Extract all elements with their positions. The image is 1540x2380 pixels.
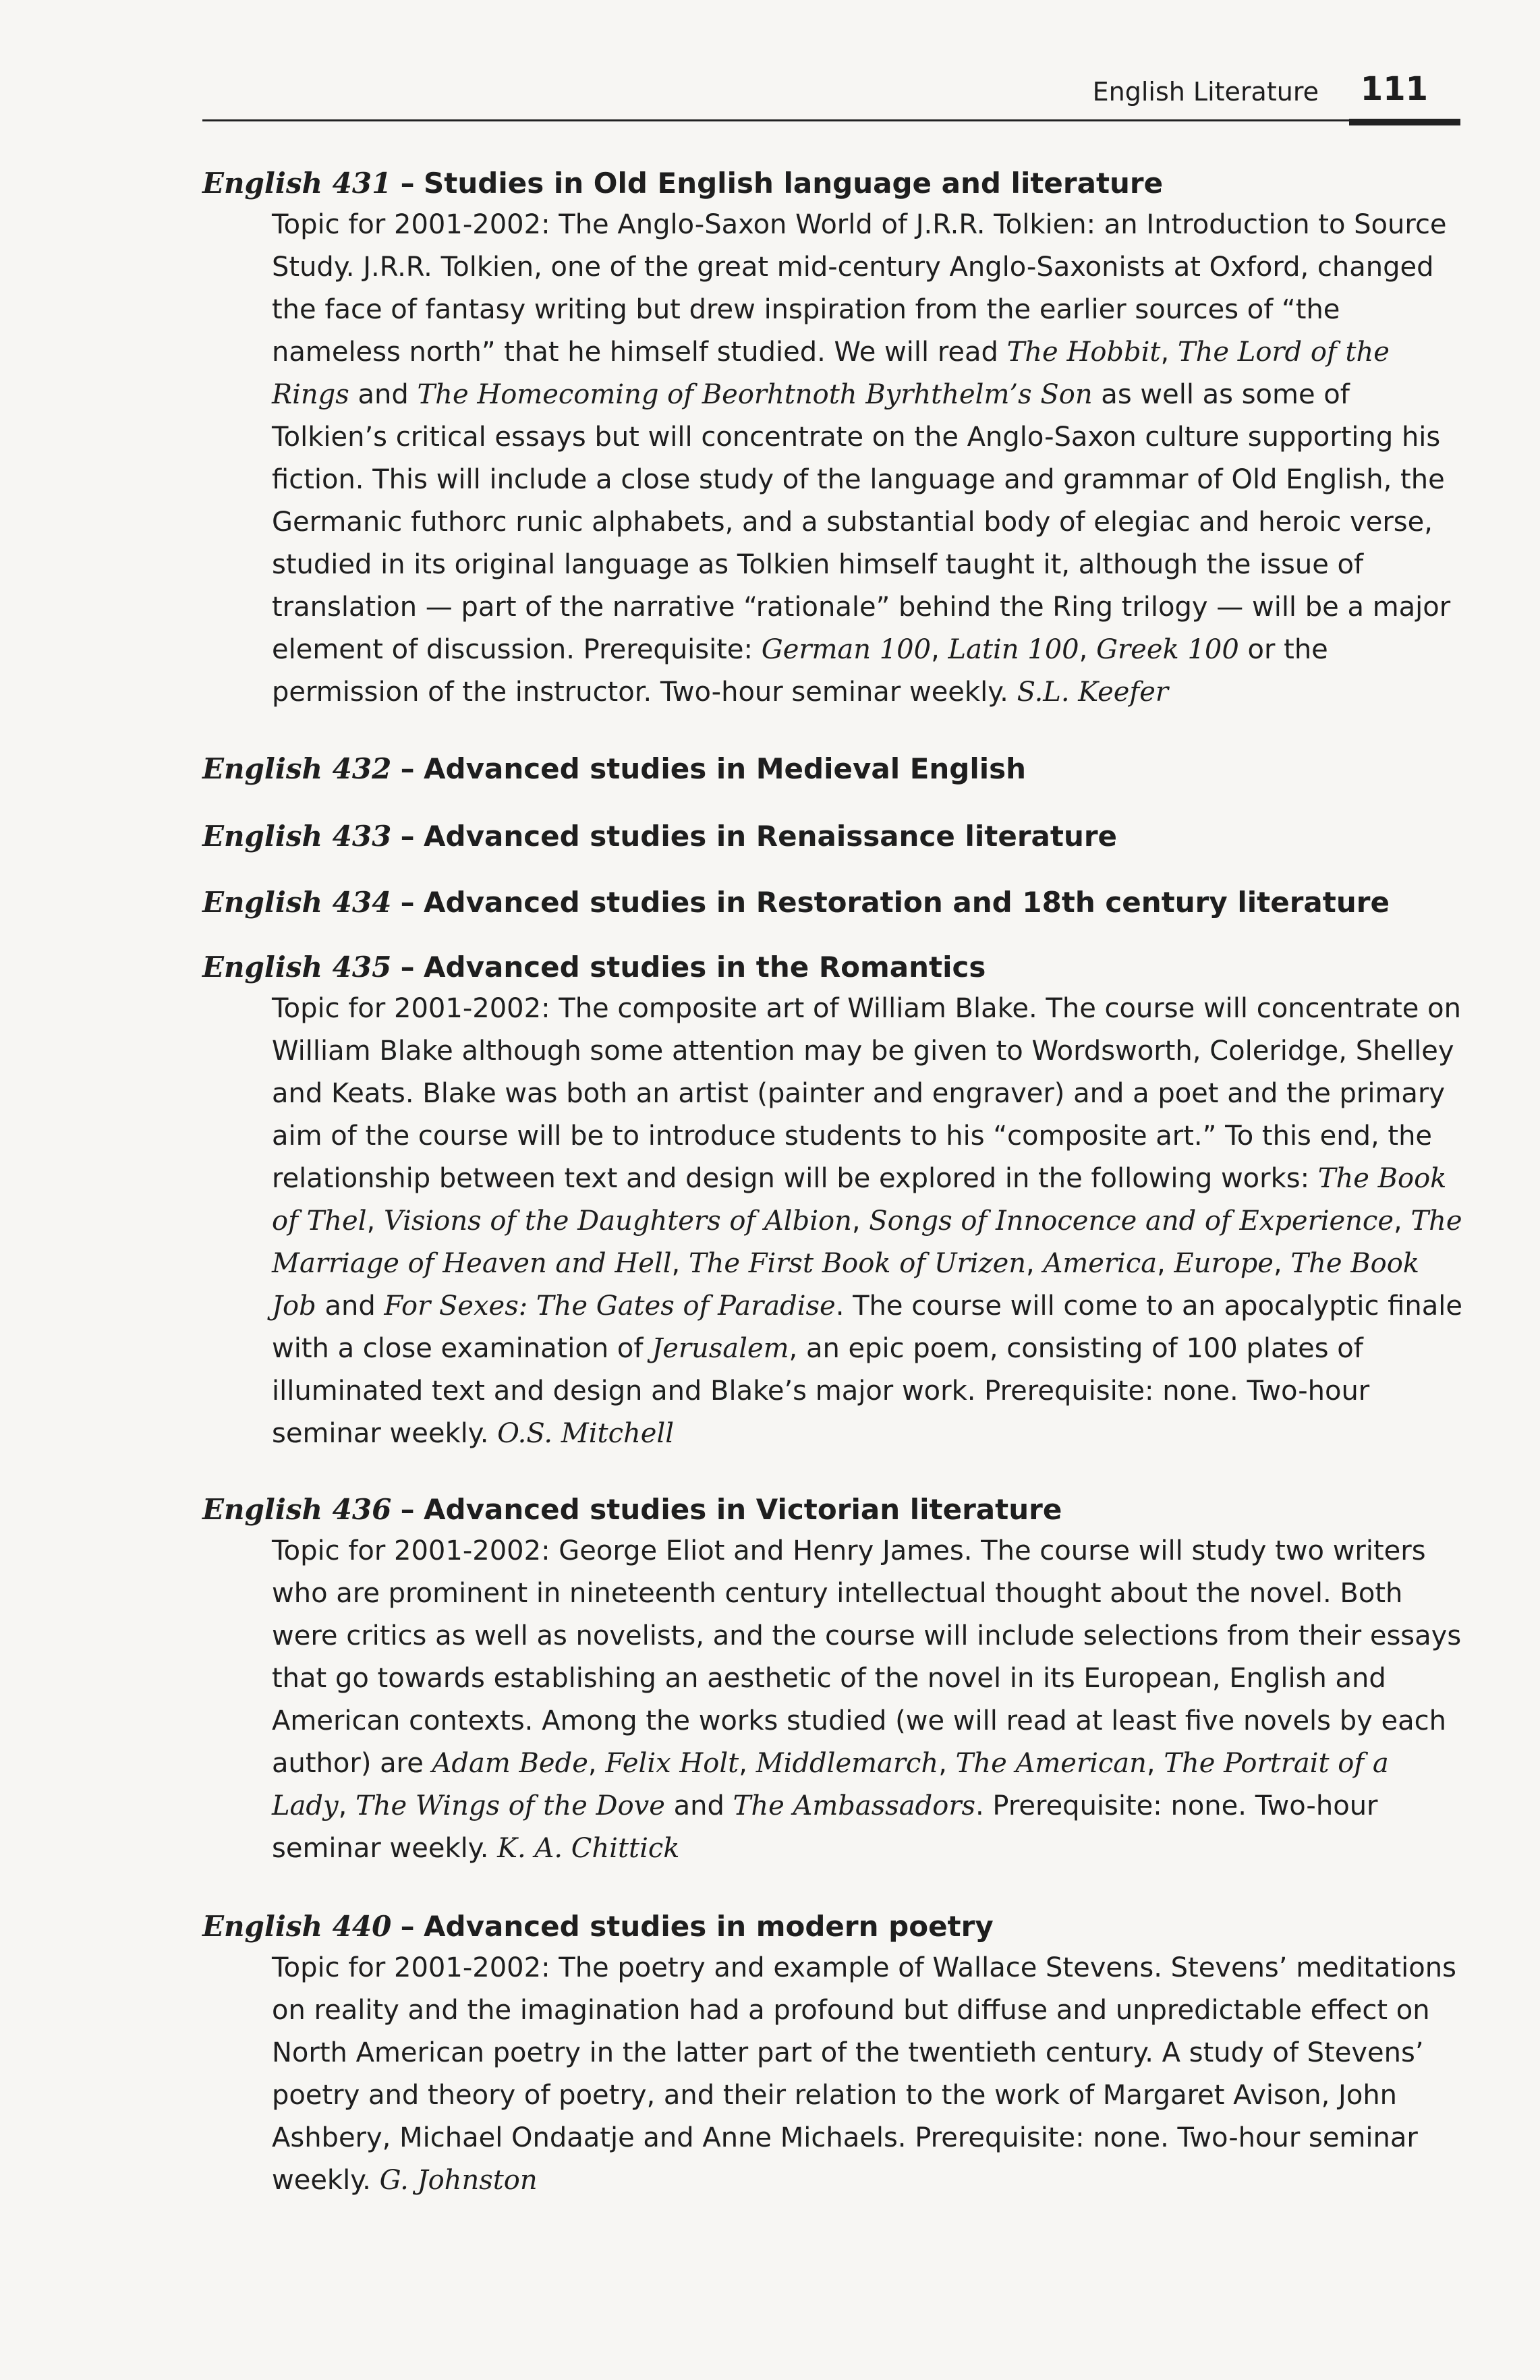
description-text: or the permission of the instructor. Two-hour seminar weekly.: [272, 634, 1328, 708]
italic-title-text: The Lord of the Rings: [272, 337, 1390, 410]
description-text: ,: [739, 1748, 756, 1779]
description-text: Topic for 2001-2002: The composite art of William Blake. The course will concentrate on William Blake although some attention may be given to Wordsworth, Coleridge, Shelley and Keats. Blake was both an artist (painter and engraver) and a poet and the primary aim of the course will be to introduce students to his “composite art.” To this end, the relationship between text and design will be explored in the following works:: [272, 993, 1461, 1194]
italic-title-text: The Homecoming of Beorhtnoth Byrhthelm’s Son: [417, 379, 1093, 410]
italic-title-text: Greek 100: [1096, 634, 1239, 665]
course-name: Advanced studies in Victorian literature: [424, 1493, 1062, 1526]
page-number: 111: [1360, 70, 1428, 108]
description-text: ,: [338, 1790, 356, 1821]
description-text: ,: [851, 1206, 869, 1237]
description-text: ,: [1273, 1248, 1291, 1279]
italic-title-text: America: [1043, 1248, 1158, 1279]
course-title: [202, 816, 1484, 857]
italic-title-text: S.L. Keefer: [1017, 677, 1169, 708]
running-header: [202, 67, 1433, 121]
course-title: [202, 1906, 1484, 1947]
description-text: ,: [1026, 1248, 1044, 1279]
course-entry-435: [202, 947, 1484, 1455]
course-entry-434: [202, 882, 1484, 923]
title-dash: –: [400, 167, 415, 200]
course-name: Advanced studies in the Romantics: [424, 951, 986, 984]
course-entry-431: [202, 163, 1484, 714]
course-code: English 435: [202, 951, 392, 984]
course-entry-440: [202, 1906, 1484, 2202]
title-dash: –: [400, 951, 415, 984]
italic-title-text: The Ambassadors: [733, 1790, 975, 1821]
description-text: ,: [1079, 634, 1097, 665]
course-code: English 431: [202, 167, 392, 200]
italic-title-text: Visions of the Daughters of Albion: [383, 1206, 852, 1237]
course-name: Advanced studies in Medieval English: [424, 752, 1027, 785]
title-dash: –: [400, 752, 415, 785]
description-text: Topic for 2001-2002: The Anglo-Saxon World of J.R.R. Tolkien: an Introduction to Source Study. J.R.R. Tolkien, one of the great mid-century Anglo-Saxonists at Oxford, changed the face of fantasy writing but drew inspiration from the earlier sources of “the nameless north” that he himself studied. We will read: [272, 209, 1447, 368]
course-description: [272, 204, 1462, 714]
italic-title-text: K. A. Chittick: [497, 1833, 680, 1864]
course-name: Studies in Old English language and literature: [424, 167, 1164, 200]
description-text: ,: [1394, 1206, 1411, 1237]
italic-title-text: The Portrait of a Lady: [272, 1748, 1389, 1821]
description-text: Topic for 2001-2002: George Eliot and Henry James. The course will study two writers who are prominent in nineteenth century intellectual thought about the novel. Both were critics as well as novelists, and the course will include selections from their essays that go towards establishing an aesthetic of the novel in its European, English and American contexts. Among the works studied (we will read at least five novels by each author) are: [272, 1535, 1462, 1779]
header-rule: [202, 119, 1433, 121]
description-text: ,: [938, 1748, 956, 1779]
italic-title-text: For Sexes: The Gates of Paradise: [384, 1291, 836, 1322]
course-title: [202, 749, 1484, 789]
description-text: . The course will come to an apocalyptic finale with a close examination of: [272, 1291, 1462, 1364]
description-text: ,: [366, 1206, 384, 1237]
course-name: Advanced studies in Renaissance literature: [424, 820, 1118, 853]
italic-title-text: O.S. Mitchell: [497, 1418, 674, 1449]
italic-title-text: The Marriage of Heaven and Hell: [272, 1206, 1462, 1279]
course-code: English 440: [202, 1910, 392, 1943]
course-title: [202, 1490, 1484, 1530]
italic-title-text: Songs of Innocence and of Experience: [869, 1206, 1394, 1237]
course-code: English 433: [202, 820, 392, 853]
course-title: [202, 882, 1484, 923]
italic-title-text: German 100: [761, 634, 932, 665]
description-text: . Prerequisite: none. Two-hour seminar weekly.: [272, 1790, 1378, 1864]
course-description: [272, 1530, 1462, 1870]
description-text: ,: [671, 1248, 689, 1279]
description-text: and: [664, 1790, 733, 1821]
title-dash: –: [400, 820, 415, 853]
description-text: ,: [1146, 1748, 1164, 1779]
italic-title-text: Latin 100: [948, 634, 1079, 665]
course-name: Advanced studies in modern poetry: [424, 1910, 994, 1943]
italic-title-text: Jerusalem: [652, 1333, 789, 1364]
course-entry-432: [202, 749, 1484, 789]
course-title: [202, 163, 1484, 204]
description-text: ,: [1160, 337, 1178, 368]
description-text: , an epic poem, consisting of 100 plates of illuminated text and design and Blake’s major work. Prerequisite: none. Two-hour seminar weekly.: [272, 1333, 1370, 1449]
course-title: [202, 947, 1484, 988]
running-header-section: English Literature: [1092, 77, 1319, 107]
italic-title-text: Felix Holt: [605, 1748, 739, 1779]
italic-title-text: Middlemarch: [755, 1748, 939, 1779]
course-code: English 436: [202, 1493, 392, 1526]
description-text: and: [349, 379, 418, 410]
italic-title-text: The Book of Thel: [272, 1163, 1447, 1237]
italic-title-text: Europe: [1174, 1248, 1274, 1279]
italic-title-text: The Wings of the Dove: [355, 1790, 665, 1821]
italic-title-text: The First Book of Urizen: [688, 1248, 1026, 1279]
italic-title-text: The American: [955, 1748, 1147, 1779]
title-dash: –: [400, 886, 415, 919]
italic-title-text: The Book Job: [272, 1248, 1420, 1322]
italic-title-text: Adam Bede: [432, 1748, 588, 1779]
description-text: ,: [588, 1748, 606, 1779]
description-text: ,: [1157, 1248, 1174, 1279]
description-text: as well as some of Tolkien’s critical essays but will concentrate on the Anglo-Saxon culture supporting his fiction. This will include a close study of the language and grammar of Old English, the Germanic futhorc runic alphabets, and a substantial body of elegiac and heroic verse, studied in its original language as Tolkien himself taught it, although the issue of translation — part of the narrative “rationale” behind the Ring trilogy — will be a major element of discussion. Prerequisite:: [272, 379, 1451, 665]
description-text: Topic for 2001-2002: The poetry and example of Wallace Stevens. Stevens’ meditations on reality and the imagination had a profound but diffuse and unpredictable effect on North American poetry in the latter part of the twentieth century. A study of Stevens’ poetry and theory of poetry, and their relation to the work of Margaret Avison, John Ashbery, Michael Ondaatje and Anne Michaels. Prerequisite: none. Two-hour seminar weekly.: [272, 1952, 1456, 2196]
description-text: and: [316, 1291, 384, 1322]
course-description: [272, 988, 1462, 1455]
course-description: [272, 1947, 1462, 2202]
title-dash: –: [400, 1493, 415, 1526]
description-text: ,: [931, 634, 948, 665]
course-entry-433: [202, 816, 1484, 857]
course-code: English 434: [202, 886, 392, 919]
header-rule-accent: [1349, 119, 1460, 125]
italic-title-text: G. Johnston: [379, 2165, 538, 2196]
italic-title-text: The Hobbit: [1006, 337, 1161, 368]
course-code: English 432: [202, 752, 392, 785]
course-entry-436: [202, 1490, 1484, 1870]
title-dash: –: [400, 1910, 415, 1943]
course-name: Advanced studies in Restoration and 18th century literature: [424, 886, 1390, 919]
